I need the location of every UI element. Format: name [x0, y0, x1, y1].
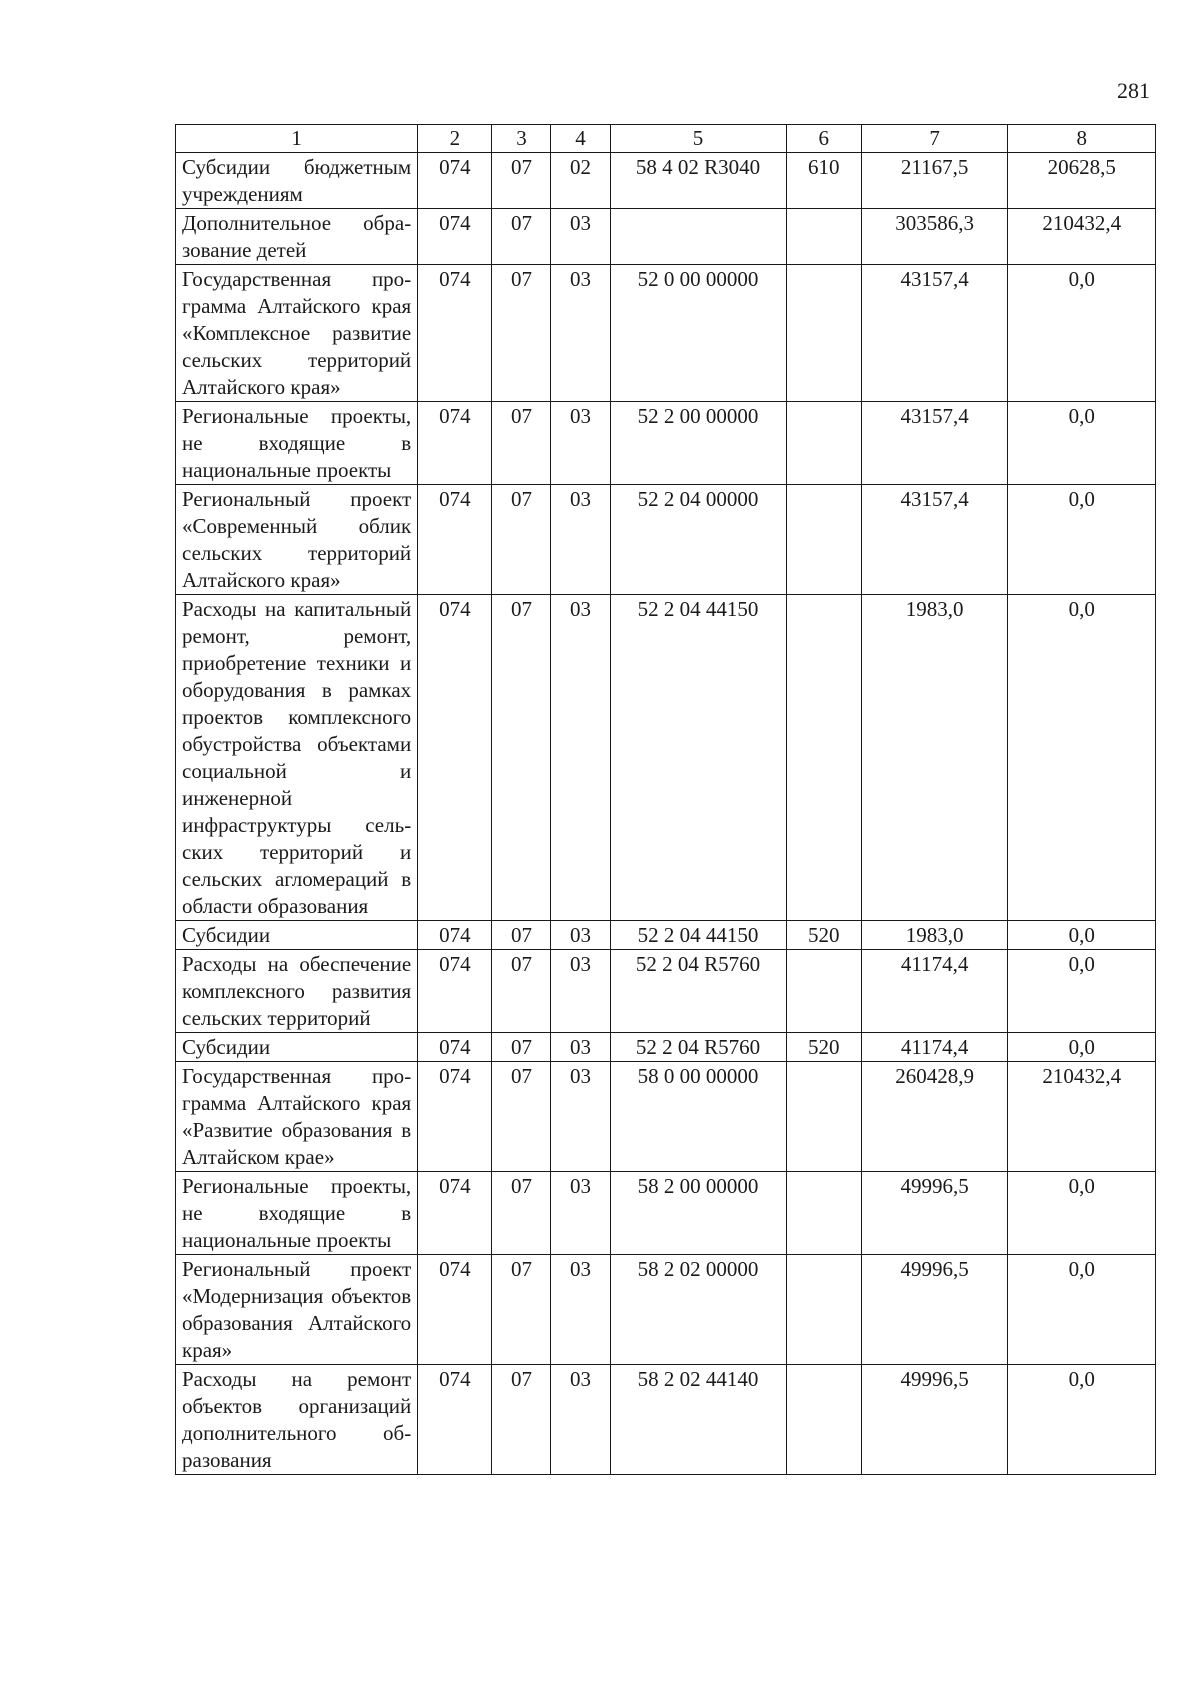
- table-row: [176, 153, 1156, 209]
- row-name: Расходы на ремонт объектов организаций дополнительного образования: [176, 1365, 418, 1475]
- row-name: Региональный проект «Модернизация объектов образования Алтайского края»: [176, 1255, 418, 1365]
- row-name: Региональные проекты, не входящие в национальные проекты: [176, 1172, 418, 1255]
- row-expense-type: [786, 265, 861, 402]
- table-row: [176, 265, 1156, 402]
- row-subsection-code: 02: [551, 153, 610, 209]
- table-body: [176, 153, 1156, 1475]
- row-expense-type: 520: [786, 921, 861, 950]
- row-ministry-code: 074: [418, 485, 492, 595]
- row-expense-type: [786, 950, 861, 1033]
- row-target-code: 52 2 00 00000: [610, 402, 786, 485]
- row-name: Расходы на обеспечение комплексного развития сельских территорий: [176, 950, 418, 1033]
- table-row: [176, 950, 1156, 1033]
- row-amount-col8: 0,0: [1008, 265, 1156, 402]
- row-ministry-code: 074: [418, 209, 492, 265]
- row-target-code: 52 2 04 44150: [610, 921, 786, 950]
- row-section-code: 07: [492, 1255, 551, 1365]
- table-row: [176, 921, 1156, 950]
- row-amount-col7: 21167,5: [861, 153, 1008, 209]
- row-section-code: 07: [492, 265, 551, 402]
- row-target-code: [610, 209, 786, 265]
- row-section-code: 07: [492, 1033, 551, 1062]
- row-subsection-code: 03: [551, 1033, 610, 1062]
- row-target-code: 52 2 04 R5760: [610, 950, 786, 1033]
- row-subsection-code: 03: [551, 209, 610, 265]
- row-target-code: 58 2 02 44140: [610, 1365, 786, 1475]
- table-row: [176, 402, 1156, 485]
- row-section-code: 07: [492, 402, 551, 485]
- row-name: Дополнительное образование детей: [176, 209, 418, 265]
- row-expense-type: [786, 402, 861, 485]
- row-subsection-code: 03: [551, 265, 610, 402]
- row-amount-col7: 41174,4: [861, 1033, 1008, 1062]
- row-expense-type: [786, 595, 861, 921]
- header-col-7: 7: [861, 125, 1008, 153]
- row-amount-col8: 0,0: [1008, 1033, 1156, 1062]
- row-ministry-code: 074: [418, 1365, 492, 1475]
- page-number: 281: [1117, 78, 1150, 103]
- header-col-1: 1: [176, 125, 418, 153]
- row-amount-col7: 43157,4: [861, 402, 1008, 485]
- table-row: [176, 1255, 1156, 1365]
- row-expense-type: [786, 485, 861, 595]
- row-amount-col8: 210432,4: [1008, 209, 1156, 265]
- table-row: [176, 209, 1156, 265]
- row-subsection-code: 03: [551, 921, 610, 950]
- row-expense-type: [786, 1365, 861, 1475]
- row-target-code: 52 2 04 00000: [610, 485, 786, 595]
- row-ministry-code: 074: [418, 950, 492, 1033]
- row-subsection-code: 03: [551, 402, 610, 485]
- row-amount-col8: 0,0: [1008, 1172, 1156, 1255]
- row-amount-col7: 49996,5: [861, 1172, 1008, 1255]
- row-amount-col7: 43157,4: [861, 485, 1008, 595]
- row-ministry-code: 074: [418, 595, 492, 921]
- row-amount-col8: 20628,5: [1008, 153, 1156, 209]
- row-amount-col8: 0,0: [1008, 402, 1156, 485]
- row-amount-col7: 1983,0: [861, 595, 1008, 921]
- row-expense-type: 520: [786, 1033, 861, 1062]
- row-target-code: 58 4 02 R3040: [610, 153, 786, 209]
- row-ministry-code: 074: [418, 265, 492, 402]
- header-col-5: 5: [610, 125, 786, 153]
- row-amount-col7: 1983,0: [861, 921, 1008, 950]
- row-amount-col7: 49996,5: [861, 1365, 1008, 1475]
- row-name: Региональный проект «Современный облик сельских территорий Алтайского края»: [176, 485, 418, 595]
- row-amount-col7: 303586,3: [861, 209, 1008, 265]
- row-section-code: 07: [492, 1172, 551, 1255]
- row-subsection-code: 03: [551, 595, 610, 921]
- row-target-code: 58 2 02 00000: [610, 1255, 786, 1365]
- row-expense-type: [786, 1172, 861, 1255]
- row-ministry-code: 074: [418, 921, 492, 950]
- header-col-3: 3: [492, 125, 551, 153]
- row-expense-type: [786, 1255, 861, 1365]
- row-subsection-code: 03: [551, 950, 610, 1033]
- table-row: [176, 1172, 1156, 1255]
- row-section-code: 07: [492, 1365, 551, 1475]
- row-expense-type: 610: [786, 153, 861, 209]
- header-col-2: 2: [418, 125, 492, 153]
- row-ministry-code: 074: [418, 1172, 492, 1255]
- row-amount-col8: 210432,4: [1008, 1062, 1156, 1172]
- row-section-code: 07: [492, 921, 551, 950]
- row-section-code: 07: [492, 595, 551, 921]
- row-target-code: 52 2 04 R5760: [610, 1033, 786, 1062]
- row-name: Региональные проекты, не входящие в национальные проекты: [176, 402, 418, 485]
- row-section-code: 07: [492, 950, 551, 1033]
- table-row: [176, 1365, 1156, 1475]
- row-target-code: 52 2 04 44150: [610, 595, 786, 921]
- row-subsection-code: 03: [551, 1365, 610, 1475]
- table-row: [176, 485, 1156, 595]
- row-amount-col7: 43157,4: [861, 265, 1008, 402]
- header-row: [176, 125, 1156, 153]
- row-amount-col7: 49996,5: [861, 1255, 1008, 1365]
- row-section-code: 07: [492, 1062, 551, 1172]
- row-ministry-code: 074: [418, 1033, 492, 1062]
- row-ministry-code: 074: [418, 402, 492, 485]
- row-target-code: 52 0 00 00000: [610, 265, 786, 402]
- table-row: [176, 1062, 1156, 1172]
- row-subsection-code: 03: [551, 1062, 610, 1172]
- row-section-code: 07: [492, 485, 551, 595]
- header-col-8: 8: [1008, 125, 1156, 153]
- row-amount-col8: 0,0: [1008, 1365, 1156, 1475]
- row-amount-col8: 0,0: [1008, 950, 1156, 1033]
- row-ministry-code: 074: [418, 153, 492, 209]
- row-name: Субсидии: [176, 921, 418, 950]
- budget-table: [175, 124, 1156, 1475]
- row-name: Субсидии бюджетным учреждениям: [176, 153, 418, 209]
- row-name: Расходы на капитальный ремонт, ремонт, приобретение техники и оборудования в рамках проектов комплексного обустройства объектами социальной и инженерной инфраструктуры сельских территорий и сельских агломераций в области образования: [176, 595, 418, 921]
- row-amount-col8: 0,0: [1008, 921, 1156, 950]
- row-ministry-code: 074: [418, 1062, 492, 1172]
- table-row: [176, 1033, 1156, 1062]
- row-target-code: 58 2 00 00000: [610, 1172, 786, 1255]
- row-amount-col8: 0,0: [1008, 485, 1156, 595]
- row-expense-type: [786, 209, 861, 265]
- row-amount-col7: 41174,4: [861, 950, 1008, 1033]
- row-amount-col8: 0,0: [1008, 1255, 1156, 1365]
- row-section-code: 07: [492, 153, 551, 209]
- row-section-code: 07: [492, 209, 551, 265]
- row-subsection-code: 03: [551, 1172, 610, 1255]
- row-ministry-code: 074: [418, 1255, 492, 1365]
- row-expense-type: [786, 1062, 861, 1172]
- row-amount-col7: 260428,9: [861, 1062, 1008, 1172]
- row-name: Государственная программа Алтайского края «Развитие образования в Алтайском крае»: [176, 1062, 418, 1172]
- row-amount-col8: 0,0: [1008, 595, 1156, 921]
- row-subsection-code: 03: [551, 1255, 610, 1365]
- table-row: [176, 595, 1156, 921]
- header-col-6: 6: [786, 125, 861, 153]
- row-subsection-code: 03: [551, 485, 610, 595]
- row-target-code: 58 0 00 00000: [610, 1062, 786, 1172]
- row-name: Государственная программа Алтайского края «Комплексное развитие сельских территорий Алтайского края»: [176, 265, 418, 402]
- header-col-4: 4: [551, 125, 610, 153]
- row-name: Субсидии: [176, 1033, 418, 1062]
